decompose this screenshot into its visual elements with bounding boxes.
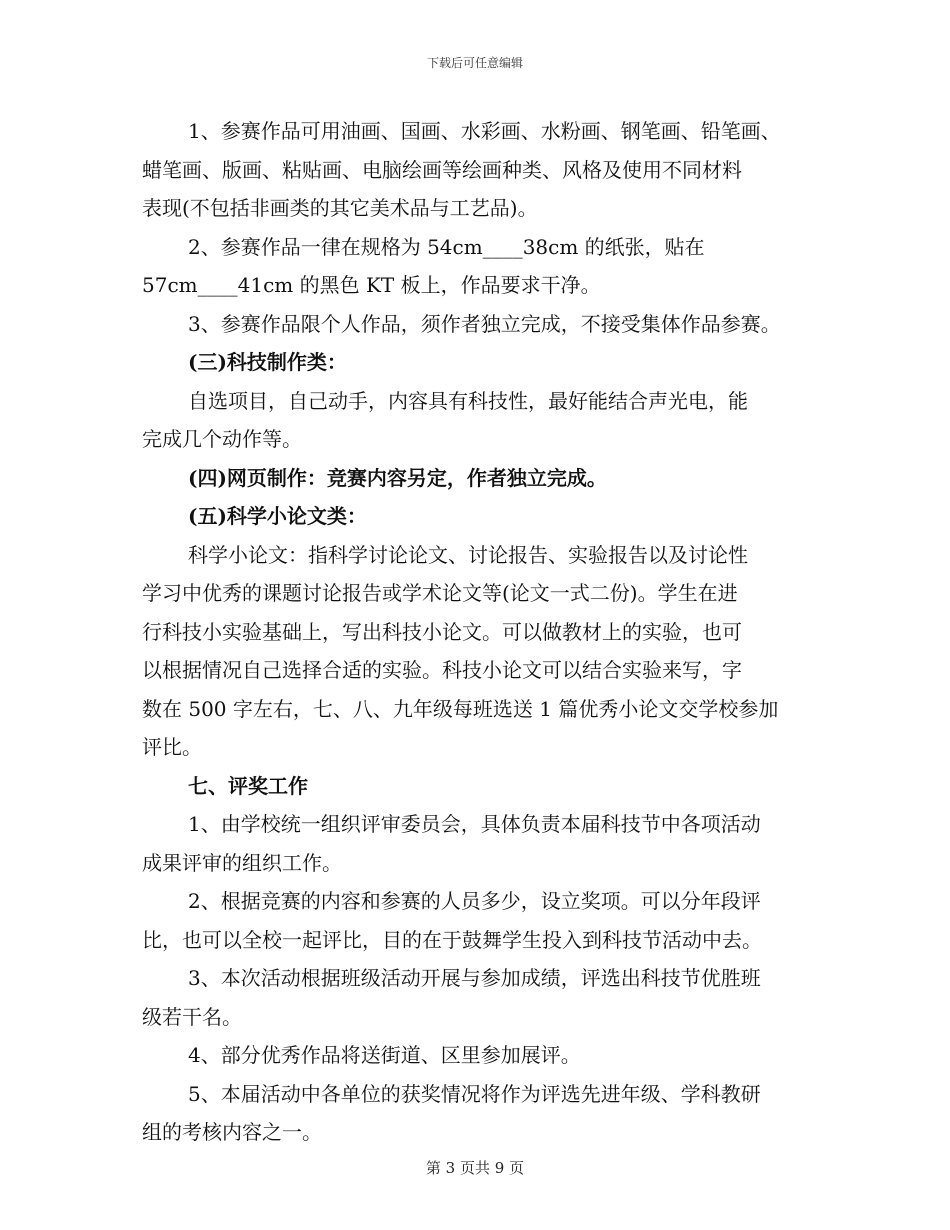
- paragraph-line: 4、部分优秀作品将送街道、区里参加展评。: [188, 1043, 581, 1067]
- paragraph-line: 组的考核内容之一。: [142, 1120, 322, 1144]
- paragraph-line: 科学小论文：指科学讨论论文、讨论报告、实验报告以及讨论性: [188, 542, 748, 567]
- section-heading-line: 七、评奖工作: [188, 773, 308, 798]
- page-footer: 第 3 页共 9 页: [425, 1159, 525, 1177]
- section-heading-line: (五)科学小论文类：: [188, 504, 367, 528]
- paragraph-line: 1、参赛作品可用油画、国画、水彩画、水粉画、钢笔画、铅笔画、: [188, 119, 781, 143]
- paragraph-line: 行科技小实验基础上，写出科技小论文。可以做教材上的实验，也可: [142, 619, 742, 644]
- section-heading-line: (四)网页制作：竞赛内容另定，作者独立完成。: [188, 465, 607, 490]
- paragraph-line: 3、本次活动根据班级活动开展与参加成绩，评选出科技节优胜班: [188, 966, 761, 990]
- paragraph-line: 学习中优秀的课题讨论报告或学术论文等(论文一式二份)。学生在进: [142, 581, 738, 605]
- document-body: [142, 112, 832, 1152]
- paragraph-line: 自选项目，自己动手，内容具有科技性，最好能结合声光电，能: [188, 388, 748, 413]
- paragraph-line: 57cm____41cm 的黑色 KT 板上，作品要求干净。: [142, 273, 601, 297]
- paragraph-line: 蜡笔画、版画、粘贴画、电脑绘画等绘画种类、风格及使用不同材料: [142, 157, 742, 182]
- paragraph-line: 级若干名。: [142, 1004, 242, 1029]
- paragraph-line: 以根据情况自己选择合适的实验。科技小论文可以结合实验来写，字: [142, 658, 742, 682]
- paragraph-line: 数在 500 字左右，七、八、九年级每班选送 1 篇优秀小论文交学校参加: [142, 696, 779, 721]
- paragraph-line: 2、根据竞赛的内容和参赛的人员多少，设立奖项。可以分年段评: [188, 889, 761, 913]
- page-header: 下载后可任意编辑: [426, 56, 523, 70]
- paragraph-line: 1、由学校统一组织评审委员会，具体负责本届科技节中各项活动: [188, 812, 761, 836]
- paragraph-line: 5、本届活动中各单位的获奖情况将作为评选先进年级、学科教研: [188, 1081, 761, 1106]
- section-heading-line: (三)科技制作类：: [188, 350, 347, 374]
- paragraph-line: 比，也可以全校一起评比，目的在于鼓舞学生投入到科技节活动中去。: [142, 927, 762, 952]
- paragraph-line: 2、参赛作品一律在规格为 54cm____38cm 的纸张，贴在: [188, 234, 705, 259]
- paragraph-line: 完成几个动作等。: [142, 427, 302, 451]
- paragraph-line: 成果评审的组织工作。: [142, 850, 342, 875]
- paragraph-line: 评比。: [142, 735, 202, 759]
- paragraph-line: 表现(不包括非画类的其它美术品与工艺品)。: [142, 196, 538, 220]
- paragraph-line: 3、参赛作品限个人作品，须作者独立完成，不接受集体作品参赛。: [188, 311, 781, 336]
